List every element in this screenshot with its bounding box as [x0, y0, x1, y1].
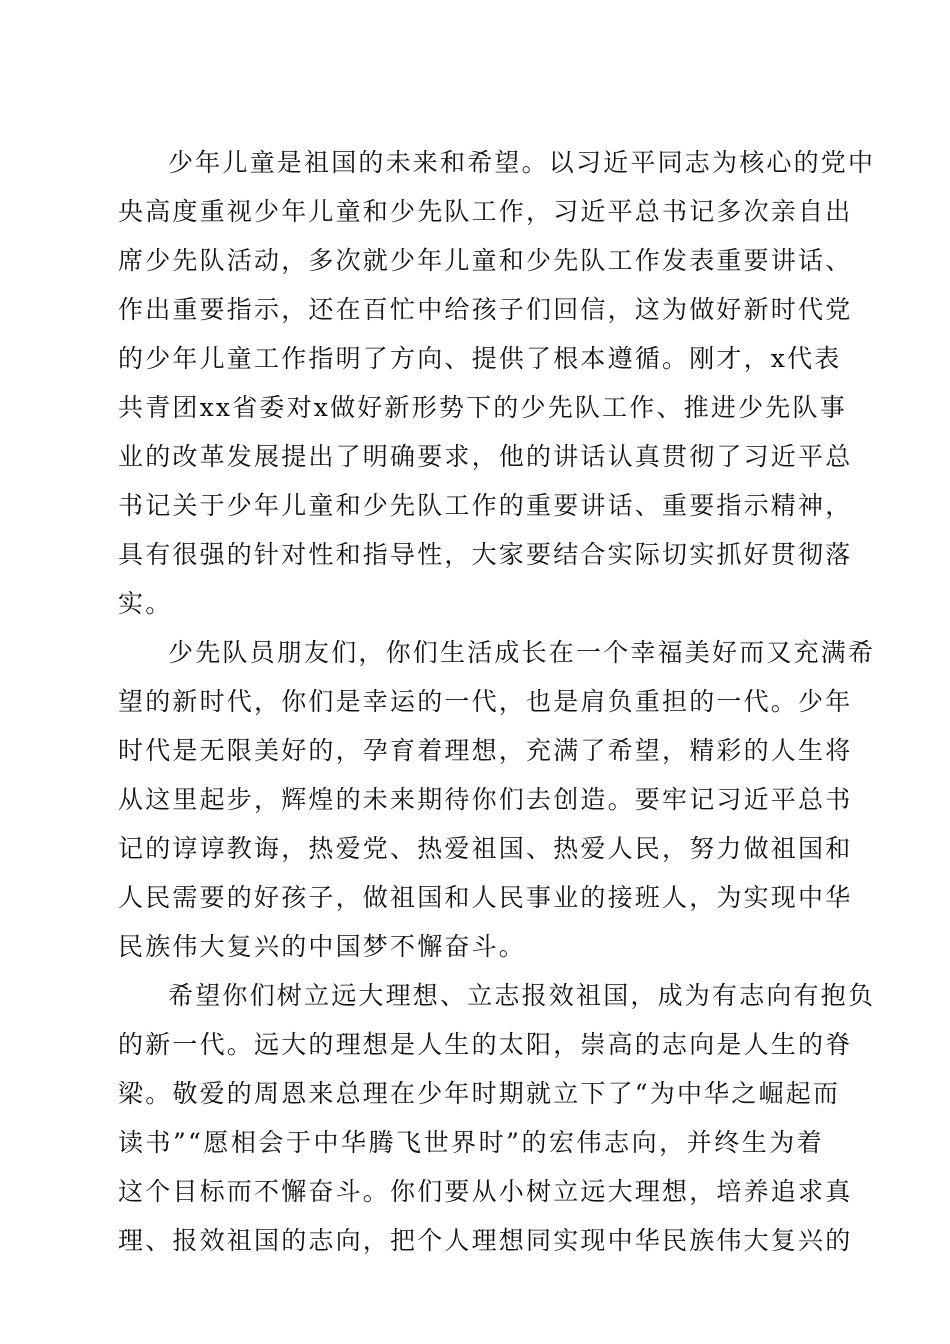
- text-line: 这个目标而不懈奋斗。你们要从小树立远大理想，培养追求真: [118, 1177, 853, 1206]
- text-line: 梁。敬爱的周恩来总理在少年时期就立下了“为中华之崛起而: [118, 1079, 841, 1108]
- text-line: 的新一代。远大的理想是人生的太阳，崇高的志向是人生的脊: [118, 1030, 853, 1059]
- paragraph-1: [118, 138, 876, 628]
- text-line: 书记关于少年儿童和少先队工作的重要讲话、重要指示精神，: [118, 491, 853, 520]
- text-line: 望的新时代，你们是幸运的一代，也是肩负重担的一代。少年: [118, 687, 853, 716]
- text-line: 作出重要指示，还在百忙中给孩子们回信，这为做好新时代党: [118, 295, 853, 324]
- document-body: [118, 138, 876, 1265]
- text-line: 具有很强的针对性和指导性，大家要结合实际切实抓好贯彻落: [118, 540, 853, 569]
- text-line: 从这里起步，辉煌的未来期待你们去创造。要牢记习近平总书: [118, 785, 853, 814]
- text-line: 实。: [118, 589, 173, 618]
- text-line: 人民需要的好孩子，做祖国和人民事业的接班人，为实现中华: [118, 883, 853, 912]
- text-line: 读书”“愿相会于中华腾飞世界时”的宏伟志向，并终生为着: [118, 1128, 824, 1157]
- text-line: 希望你们树立远大理想、立志报效祖国，成为有志向有抱负: [168, 981, 876, 1010]
- paragraph-3: [118, 971, 876, 1265]
- text-line: 席少先队活动，多次就少年儿童和少先队工作发表重要讲话、: [118, 246, 853, 275]
- text-line: 理、报效祖国的志向，把个人理想同实现中华民族伟大复兴的: [118, 1226, 853, 1255]
- text-line: 的少年儿童工作指明了方向、提供了根本遵循。刚才，x代表: [118, 344, 842, 373]
- text-line: 时代是无限美好的，孕育着理想，充满了希望，精彩的人生将: [118, 736, 853, 765]
- text-line: 记的谆谆教诲，热爱党、热爱祖国、热爱人民，努力做祖国和: [118, 834, 853, 863]
- paragraph-2: [118, 628, 876, 971]
- text-line: 民族伟大复兴的中国梦不懈奋斗。: [118, 932, 527, 961]
- text-line: 共青团xx省委对x做好新形势下的少先队工作、推进少先队事: [118, 393, 847, 422]
- text-line: 央高度重视少年儿童和少先队工作，习近平总书记多次亲自出: [118, 197, 853, 226]
- text-line: 少年儿童是祖国的未来和希望。以习近平同志为核心的党中: [168, 148, 876, 177]
- text-line: 少先队员朋友们，你们生活成长在一个幸福美好而又充满希: [168, 638, 876, 667]
- text-line: 业的改革发展提出了明确要求，他的讲话认真贯彻了习近平总: [118, 442, 853, 471]
